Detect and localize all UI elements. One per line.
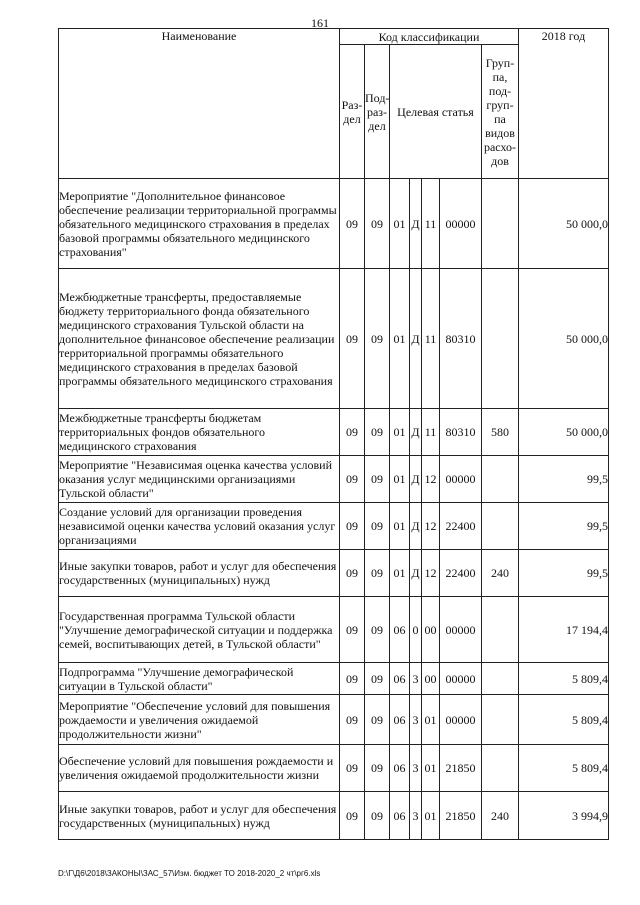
row-target-event: 00 [422,663,440,695]
row-target-event: 01 [422,695,440,745]
row-expense-group: 580 [482,409,519,456]
row-target-direction: 21850 [440,792,482,840]
header-classification-code: Код классификации [340,29,519,45]
header-name: Наименование [59,29,340,179]
header-target-article: Целевая статья [390,45,482,179]
row-amount: 17 194,4 [519,597,609,663]
row-target-event: 00 [422,597,440,663]
row-target-subprogram: 0 [410,597,422,663]
row-target-direction: 00000 [440,695,482,745]
row-target-subprogram: Д [410,503,422,550]
table-row [59,792,609,840]
row-subsection: 09 [365,792,390,840]
table-body [59,179,609,840]
row-section: 09 [340,792,365,840]
row-name: Межбюджетные трансферты бюджетам территориальных фондов обязательного медицинского страхования [59,409,340,456]
row-target-direction: 00000 [440,663,482,695]
header-section: Раз- дел [340,45,365,179]
row-target-subprogram: Д [410,179,422,269]
row-subsection: 09 [365,663,390,695]
table-row [59,597,609,663]
row-target-event: 12 [422,503,440,550]
row-name: Обеспечение условий для повышения рождаемости и увеличения ожидаемой продолжительности жизни [59,745,340,792]
table-row [59,409,609,456]
row-target-direction: 21850 [440,745,482,792]
row-target-event: 11 [422,179,440,269]
row-target-program: 06 [390,745,410,792]
row-target-event: 12 [422,456,440,503]
row-name: Мероприятие "Обеспечение условий для повышения рождаемости и увеличения ожидаемой продолжительности жизни" [59,695,340,745]
row-target-subprogram: Д [410,550,422,597]
table-row [59,695,609,745]
table-row [59,503,609,550]
row-expense-group [482,597,519,663]
page-number: 161 [311,16,329,30]
row-target-subprogram: 3 [410,792,422,840]
table-row [59,456,609,503]
row-target-direction: 80310 [440,409,482,456]
row-target-event: 11 [422,269,440,409]
row-subsection: 09 [365,695,390,745]
row-amount: 5 809,4 [519,745,609,792]
row-section: 09 [340,456,365,503]
row-target-event: 01 [422,745,440,792]
row-target-subprogram: Д [410,269,422,409]
row-target-subprogram: 3 [410,663,422,695]
row-amount: 99,5 [519,456,609,503]
row-section: 09 [340,597,365,663]
row-target-event: 01 [422,792,440,840]
table-row [59,269,609,409]
row-section: 09 [340,503,365,550]
row-name: Подпрограмма "Улучшение демографической ситуации в Тульской области" [59,663,340,695]
row-expense-group [482,269,519,409]
header-subsection: Под- раз- дел [365,45,390,179]
table-row [59,745,609,792]
table-row [59,179,609,269]
row-expense-group [482,179,519,269]
row-amount: 50 000,0 [519,269,609,409]
row-subsection: 09 [365,409,390,456]
row-target-subprogram: 3 [410,745,422,792]
row-section: 09 [340,695,365,745]
row-amount: 5 809,4 [519,663,609,695]
budget-table [58,28,609,840]
row-name: Мероприятие "Независимая оценка качества условий оказания услуг медицинскими организациями Тульской области" [59,456,340,503]
row-target-subprogram: 3 [410,695,422,745]
row-subsection: 09 [365,597,390,663]
row-target-program: 01 [390,550,410,597]
file-path-footer: D:\Г\Д6\2018\ЗАКОНЫ\ЗАС_57\Изм. бюджет ТО 2018-2020_2 чт\рг6.xls [58,869,321,878]
row-target-program: 01 [390,456,410,503]
row-section: 09 [340,409,365,456]
row-expense-group [482,695,519,745]
row-subsection: 09 [365,179,390,269]
row-expense-group [482,503,519,550]
row-target-direction: 00000 [440,179,482,269]
row-target-event: 11 [422,409,440,456]
row-name: Иные закупки товаров, работ и услуг для обеспечения государственных (муниципальных) нужд [59,792,340,840]
row-target-program: 06 [390,792,410,840]
row-target-direction: 00000 [440,597,482,663]
row-amount: 99,5 [519,550,609,597]
header-group: Груп- па, под- груп- па видов расхо- дов [482,45,519,179]
row-amount: 3 994,9 [519,792,609,840]
table-row [59,550,609,597]
row-name: Мероприятие "Дополнительное финансовое обеспечение реализации территориальной программы обязательного медицинского страхования в пределах базовой программы обязательного медицинского страхования" [59,179,340,269]
row-target-direction: 22400 [440,503,482,550]
row-target-program: 06 [390,695,410,745]
row-section: 09 [340,179,365,269]
row-expense-group [482,745,519,792]
header-year: 2018 год [519,29,609,179]
row-section: 09 [340,745,365,792]
row-name: Иные закупки товаров, работ и услуг для обеспечения государственных (муниципальных) нужд [59,550,340,597]
row-subsection: 09 [365,503,390,550]
row-subsection: 09 [365,456,390,503]
row-expense-group: 240 [482,550,519,597]
row-target-program: 01 [390,409,410,456]
row-target-subprogram: Д [410,456,422,503]
row-target-direction: 22400 [440,550,482,597]
row-target-event: 12 [422,550,440,597]
table-row [59,663,609,695]
row-name: Создание условий для организации проведения независимой оценки качества условий оказания услуг организациями [59,503,340,550]
row-subsection: 09 [365,745,390,792]
row-subsection: 09 [365,269,390,409]
row-expense-group [482,456,519,503]
row-expense-group [482,663,519,695]
row-target-program: 06 [390,597,410,663]
row-amount: 50 000,0 [519,179,609,269]
row-target-program: 01 [390,179,410,269]
row-expense-group: 240 [482,792,519,840]
row-section: 09 [340,269,365,409]
row-target-direction: 80310 [440,269,482,409]
row-target-direction: 00000 [440,456,482,503]
row-section: 09 [340,663,365,695]
row-section: 09 [340,550,365,597]
row-target-subprogram: Д [410,409,422,456]
row-subsection: 09 [365,550,390,597]
row-amount: 50 000,0 [519,409,609,456]
row-target-program: 06 [390,663,410,695]
row-name: Межбюджетные трансферты, предоставляемые бюджету территориального фонда обязательного медицинского страхования Тульской области на дополнительное финансовое обеспечение реализации территориальной программы обязательного медицинского страхования в пределах базовой программы обязательного медицинского страхования [59,269,340,409]
row-amount: 5 809,4 [519,695,609,745]
row-amount: 99,5 [519,503,609,550]
row-target-program: 01 [390,503,410,550]
row-target-program: 01 [390,269,410,409]
row-name: Государственная программа Тульской области "Улучшение демографической ситуации и поддержка семей, воспитывающих детей, в Тульской области" [59,597,340,663]
